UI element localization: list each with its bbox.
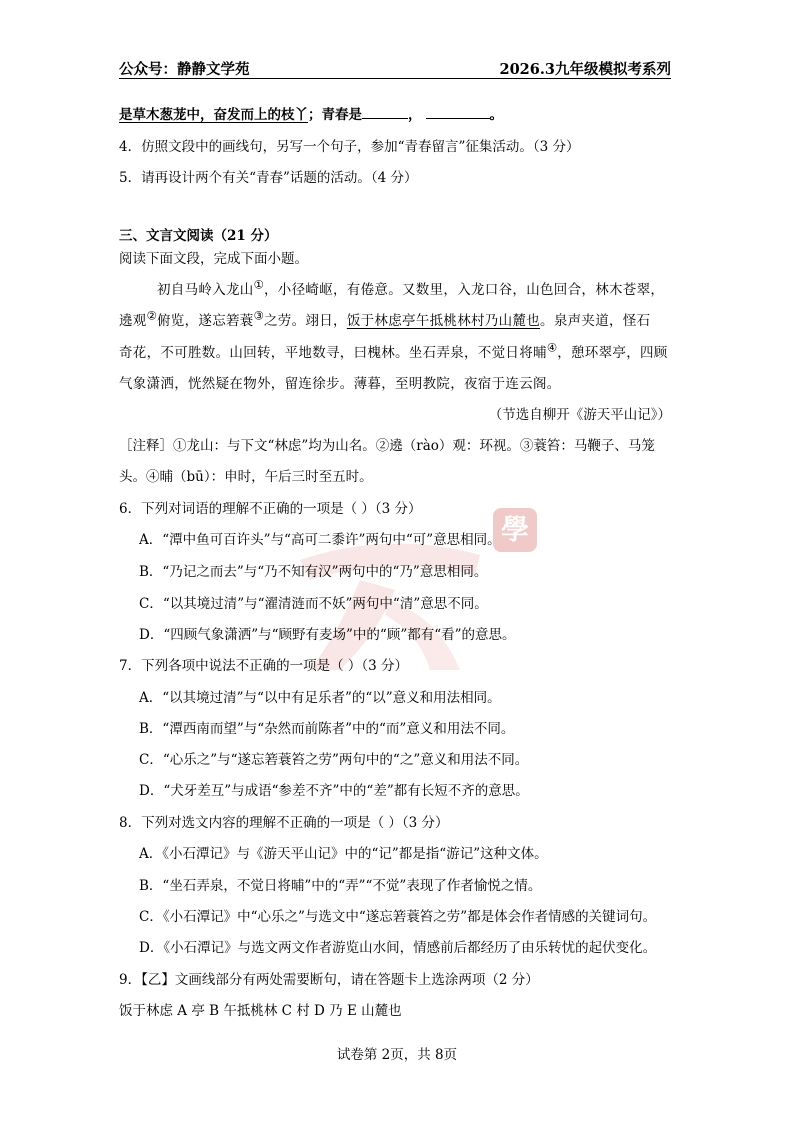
top-line-sep: ， [408, 107, 422, 123]
q8-option-d: D．《小石潭记》与选文两文作者游览山水间，情感前后都经历了由乐转忧的起伏变化。 [139, 940, 657, 956]
top-line-rest: ；青春是 [308, 107, 362, 123]
section-3-title: 三、文言文阅读（21 分） [119, 228, 278, 244]
classic-text: 奇花，不可胜数。山回转，平地数寻，曰槐林。坐石弄泉，不觉日将晡 [119, 345, 547, 361]
seal-stamp-icon: 學 [493, 508, 537, 552]
question-9-text: 饭于林虑 A 亭 B 午抵桃林 C 村 D 乃 E 山麓也 [119, 1003, 402, 1019]
classic-source: （节选自柳开《游天平山记》） [488, 407, 671, 423]
question-9-stem: 9．【乙】文画线部分有两处需要断句，请在答题卡上选涂两项（2 分） [119, 972, 539, 988]
classic-text: ，小径崎岖，有倦意。又数里，入龙口谷，山色回合，林木苍翠， [264, 282, 665, 298]
question-8-stem: 8．下列对选文内容的理解不正确的一项是（ ）（3 分） [119, 815, 449, 831]
underlined-classic-sentence: 饭于林虑亭午抵桃林村乃山麓也 [346, 313, 541, 329]
top-line-end: 。 [489, 107, 503, 123]
note-marker: ④ [546, 341, 558, 355]
top-line [119, 103, 503, 123]
question-7-stem: 7．下列各项中说法不正确的一项是（ ）（3 分） [119, 658, 409, 674]
header-right: 2026.3九年级模拟考系列 [499, 61, 671, 78]
classic-text: 之劳。翊日， [264, 313, 347, 329]
note-marker: ① [253, 278, 264, 292]
question-4: 4．仿照文段中的画线句，另写一个句子，参加“青春留言”征集活动。（3 分） [119, 139, 580, 155]
classic-line-4: 气象潇洒，恍然疑在物外，留连徐步。薄暮，至明教院，夜宿于连云阁。 [119, 376, 561, 392]
classic-text: 初自马岭入龙山 [157, 282, 254, 298]
q6-option-c: C．“以其境过清”与“濯清涟而不妖”两句中“清”意思不同。 [139, 596, 488, 612]
q7-option-a: A．“以其境过清”与“以中有足乐者”的“以”意义和用法相同。 [139, 690, 501, 706]
notes-line-2: 头。④晡（bū）：申时，午后三时至五时。 [119, 469, 373, 485]
classic-text: 遶观 [119, 313, 147, 329]
reading-intro: 阅读下面文段，完成下面小题。 [119, 251, 308, 267]
page-header [119, 56, 671, 79]
classic-line-3 [119, 341, 668, 361]
question-6-stem: 6．下列对词语的理解不正确的一项是（ ）（3 分） [119, 501, 422, 517]
q7-option-b: B．“潭西南而望”与“杂然而前陈者”中的“而”意义和用法不同。 [139, 721, 515, 737]
answer-blank-1 [362, 106, 408, 119]
q6-option-b: B．“乃记之而去”与“乃不知有汉”两句中的“乃”意思相同。 [139, 564, 488, 580]
classic-line-1 [157, 278, 664, 298]
q7-option-c: C．“心乐之”与“遂忘箬蓑笞之劳”两句中的“之”意义和用法不同。 [139, 752, 529, 768]
q6-option-d: D．“四顾气象潇洒”与“顾野有麦场”中的“顾”都有“看”的意思。 [139, 627, 516, 643]
page-footer: 试卷第 2页，共 8页 [336, 1047, 458, 1063]
q8-option-c: C．《小石潭记》中“心乐之”与选文中“遂忘箬蓑笞之劳”都是体会作者情感的关键词句。 [139, 909, 657, 925]
classic-text: ，憩环翠亭，四顾 [557, 345, 668, 361]
q6-option-a: A．“潭中鱼可百许头”与“高可二黍许”两句中“可”意思相同。 [139, 532, 501, 548]
notes-line-1: ［注释］①龙山：与下文“林虑”均为山名。②遶（rào）观：环视。③蓑笞：马鞭子、马笼 [119, 438, 655, 454]
q8-option-a: A．《小石潭记》与《游天平山记》中的“记”都是指“游记”这种文体。 [139, 846, 548, 862]
question-5: 5．请再设计两个有关“青春”话题的活动。（4 分） [119, 170, 418, 186]
classic-line-2 [119, 309, 650, 329]
classic-text: 俯览，遂忘箬蓑 [157, 313, 254, 329]
note-marker: ② [146, 309, 157, 323]
underlined-sentence: 是草木葱茏中，奋发而上的枝丫 [119, 107, 308, 123]
q7-option-d: D．“犬牙差互”与成语“参差不齐”中的“差”都有长短不齐的意思。 [139, 783, 529, 799]
classic-text: 。泉声夹道，怪石 [540, 313, 651, 329]
note-marker: ③ [253, 309, 264, 323]
header-left: 公众号：静静文学苑 [119, 61, 250, 78]
answer-blank-2 [426, 106, 490, 119]
q8-option-b: B．“坐石弄泉，不觉日将晡”中的“弄”“不觉”表现了作者愉悦之情。 [139, 878, 542, 894]
